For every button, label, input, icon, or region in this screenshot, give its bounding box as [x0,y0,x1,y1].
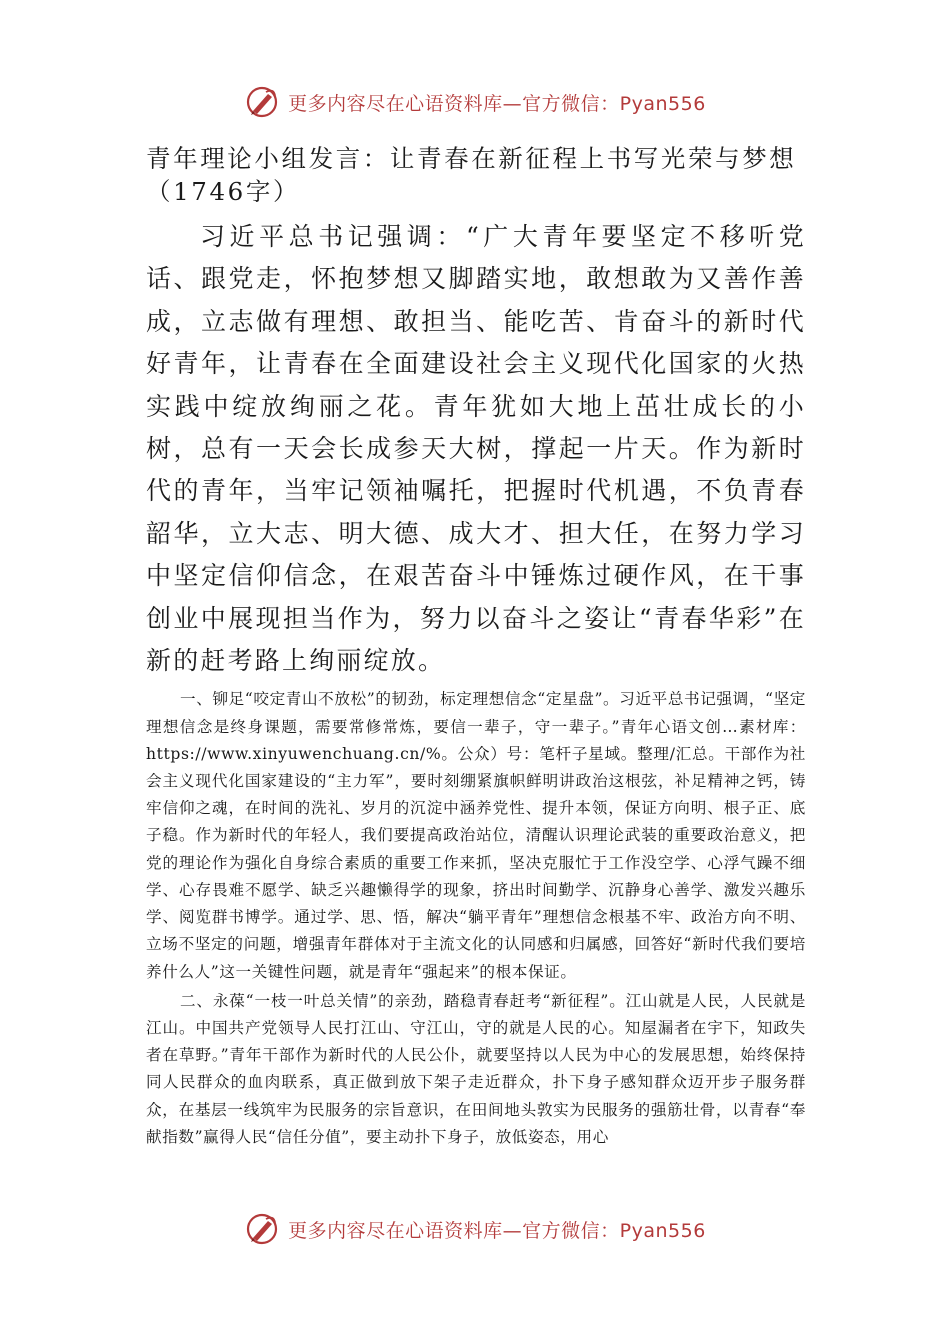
footer-banner-text: 更多内容尽在心语资料库—官方微信：Pyan556 [288,1219,706,1242]
body-paragraph-2: 二、永葆“一枝一叶总关情”的亲劲，踏稳青春赶考“新征程”。江山就是人民，人民就是江山。中国共产党领导人民打江山、守江山，守的就是人民的心。知屋漏者在宇下，知政失者在草野。”青年干部作为新时代的人民公仆，就要坚持以人民为中心的发展思想，始终保持同人民群众的血肉联系，真正做到放下架子走近群众，扑下身子感知群众迈开步子服务群众，在基层一线筑牢为民服务的宗旨意识，在田间地头敦实为民服务的强筋壮骨，以青春“奉献指数”赢得人民“信任分值”，要主动扑下身子，放低姿态，用心 [146,991,806,1146]
document-body [146,142,806,1151]
document-title: 青年理论小组发言：让青春在新征程上书写光荣与梦想（1746字） [146,144,797,206]
footer-banner [0,1207,950,1251]
pen-logo-icon [244,1211,280,1247]
header-banner [0,80,950,124]
body-paragraph-1: 一、铆足“咬定青山不放松”的韧劲，标定理想信念“定星盘”。习近平总书记强调，“坚定理想信念是终身课题，需要常修常炼，要信一辈子，守一辈子。”青年心语文创…素材库：https://www.xinyuwenchuang.cn/%。公众）号：笔杆子星域。整理/汇总。干部作为社会主义现代化国家建设的“主力军”，要时刻绷紧旗帜鲜明讲政治这根弦，补足精神之钙，铸牢信仰之魂，在时间的洗礼、岁月的沉淀中涵养党性、提升本领，保证方向明、根子正、底子稳。作为新时代的年轻人，我们要提高政治站位，清醒认识理论武装的重要政治意义，把党的理论作为强化自身综合素质的重要工作来抓，坚决克服忙于工作没空学、心浮气躁不细学、心存畏难不愿学、缺乏兴趣懒得学的现象，挤出时间勤学、沉静身心善学、激发兴趣乐学、阅览群书博学。通过学、思、悟，解决“躺平青年”理想信念根基不牢、政治方向不明、立场不坚定的问题，增强青年群体对于主流文化的认同感和归属感，回答好“新时代我们要培养什么人”这一关键性问题，就是青年“强起来”的根本保证。 [146,690,806,981]
header-banner-text: 更多内容尽在心语资料库—官方微信：Pyan556 [288,92,706,115]
pen-logo-icon [244,84,280,120]
intro-paragraph: 习近平总书记强调：“广大青年要坚定不移听党话、跟党走，怀抱梦想又脚踏实地，敢想敢为又善作善成，立志做有理想、敢担当、能吃苦、肯奋斗的新时代好青年，让青春在全面建设社会主义现代化国家的火热实践中绽放绚丽之花。青年犹如大地上茁壮成长的小树，总有一天会长成参天大树，撑起一片天。作为新时代的青年，当牢记领袖嘱托，把握时代机遇，不负青春韶华，立大志、明大德、成大才、担大任，在努力学习中坚定信仰信念，在艰苦奋斗中锤炼过硬作风，在干事创业中展现担当作为，努力以奋斗之姿让“青春华彩”在新的赶考路上绚丽绽放。 [146,222,806,676]
